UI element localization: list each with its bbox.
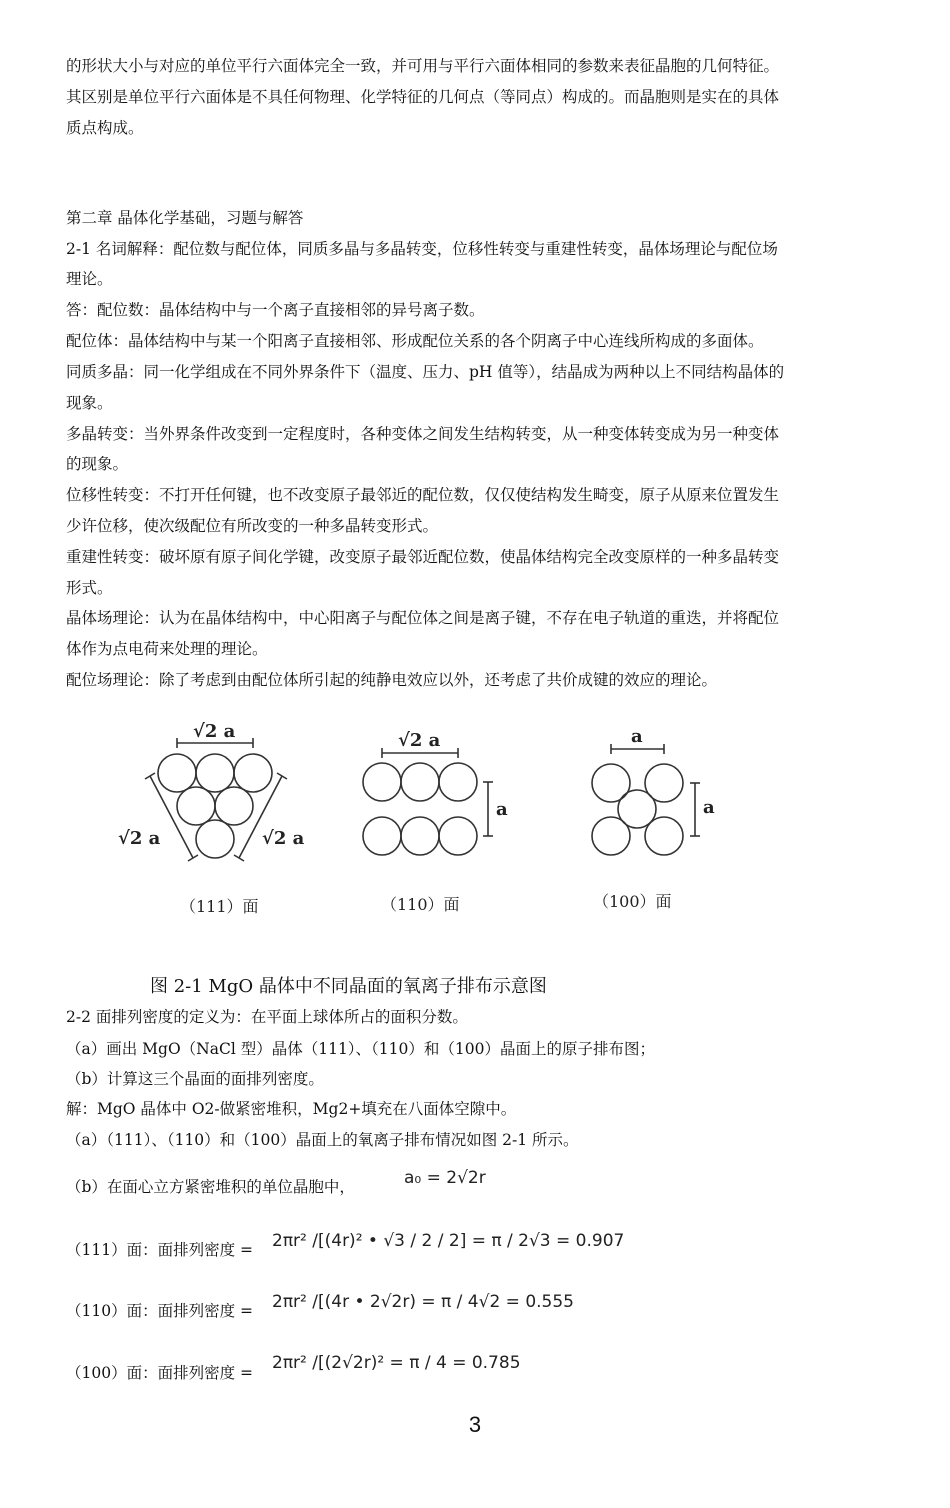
text-line: 现象。 — [66, 394, 113, 412]
label-a-side-110: a — [496, 799, 508, 820]
formula-label: （100）面：面排列密度 = — [66, 1364, 253, 1382]
page-number: 3 — [468, 1412, 482, 1437]
text-line: （a）画出 MgO（NaCl 型）晶体（111）、（110）和（100）晶面上的原子排布图； — [66, 1040, 655, 1058]
panel-100-diagram — [592, 744, 700, 855]
chapter-heading: 第二章 晶体化学基础，习题与解答 — [66, 209, 304, 227]
label-a-side-100: a — [703, 797, 715, 818]
label-a-top-100: a — [631, 726, 643, 747]
text-line: 质点构成。 — [66, 119, 144, 137]
figure-caption: 图 2-1 MgO 晶体中不同晶面的氧离子排布示意图 — [150, 976, 547, 997]
label-sqrt2a-top-111: √2 a — [193, 721, 236, 742]
text-line: 其区别是单位平行六面体是不具任何物理、化学特征的几何点（等同点）构成的。而晶胞则是实在的具体 — [66, 88, 780, 106]
formula-a0: a₀ = 2√2r — [404, 1168, 486, 1188]
text-line: 解：MgO 晶体中 O2-做紧密堆积，Mg2+填充在八面体空隙中。 — [66, 1100, 517, 1118]
text-line: 少许位移，使次级配位有所改变的一种多晶转变形式。 — [66, 517, 439, 535]
text-line: 配位体：晶体结构中与某一个阳离子直接相邻、形成配位关系的各个阴离子中心连线所构成的多面体。 — [66, 332, 764, 350]
formula-100: 2πr² /[(2√2r)² = π / 4 = 0.785 — [272, 1353, 521, 1373]
text-line: 同质多晶：同一化学组成在不同外界条件下（温度、压力、pH 值等），结晶成为两种以上不同结构晶体的 — [66, 363, 785, 381]
text-line: 重建性转变：破坏原有原子间化学键，改变原子最邻近配位数，使晶体结构完全改变原样的一种多晶转变 — [66, 548, 780, 566]
formula-111: 2πr² /[(4r)² • √3 / 2 / 2] = π / 2√3 = 0.907 — [272, 1231, 625, 1251]
text-line: 的现象。 — [66, 455, 129, 473]
text-line: 理论。 — [66, 270, 113, 288]
formula-label: （111）面：面排列密度 = — [66, 1241, 253, 1259]
figure-2-1 — [0, 712, 950, 932]
text-line: 体作为点电荷来处理的理论。 — [66, 640, 268, 658]
label-sqrt2a-left-111: √2 a — [118, 828, 161, 849]
text-line: 的形状大小与对应的单位平行六面体完全一致，并可用与平行六面体相同的参数来表征晶胞的几何特征。 — [66, 57, 780, 75]
text-line: （a）（111）、（110）和（100）晶面上的氧离子排布情况如图 2-1 所示。 — [66, 1131, 579, 1149]
text-line: 晶体场理论：认为在晶体结构中，中心阳离子与配位体之间是离子键，不存在电子轨道的重迭，并将配位 — [66, 609, 780, 627]
text-line: 多晶转变：当外界条件改变到一定程度时，各种变体之间发生结构转变，从一种变体转变成为另一种变体 — [66, 425, 780, 443]
label-sqrt2a-right-111: √2 a — [262, 828, 305, 849]
panel-label-110: （110）面 — [381, 895, 460, 914]
text-line: 2-1 名词解释：配位数与配位体，同质多晶与多晶转变，位移性转变与重建性转变，晶体场理论与配位场 — [66, 240, 778, 258]
text-line: 位移性转变：不打开任何键，也不改变原子最邻近的配位数，仅仅使结构发生畸变，原子从原来位置发生 — [66, 486, 780, 504]
panel-110-diagram — [363, 748, 493, 855]
formula-110: 2πr² /[(4r • 2√2r) = π / 4√2 = 0.555 — [272, 1292, 574, 1312]
text-line: 配位场理论：除了考虑到由配位体所引起的纯静电效应以外，还考虑了共价成键的效应的理论。 — [66, 671, 718, 689]
formula-label: （110）面：面排列密度 = — [66, 1302, 253, 1320]
formula-label: （b）在面心立方紧密堆积的单位晶胞中， — [66, 1178, 355, 1196]
text-line: 形式。 — [66, 579, 113, 597]
text-line: 2-2 面排列密度的定义为：在平面上球体所占的面积分数。 — [66, 1008, 468, 1026]
panel-label-100: （100）面 — [593, 892, 672, 911]
text-line: 答：配位数：晶体结构中与一个离子直接相邻的异号离子数。 — [66, 301, 485, 319]
text-line: （b）计算这三个晶面的面排列密度。 — [66, 1070, 324, 1088]
panel-label-111: （111）面 — [180, 897, 259, 916]
label-sqrt2a-top-110: √2 a — [398, 730, 441, 751]
